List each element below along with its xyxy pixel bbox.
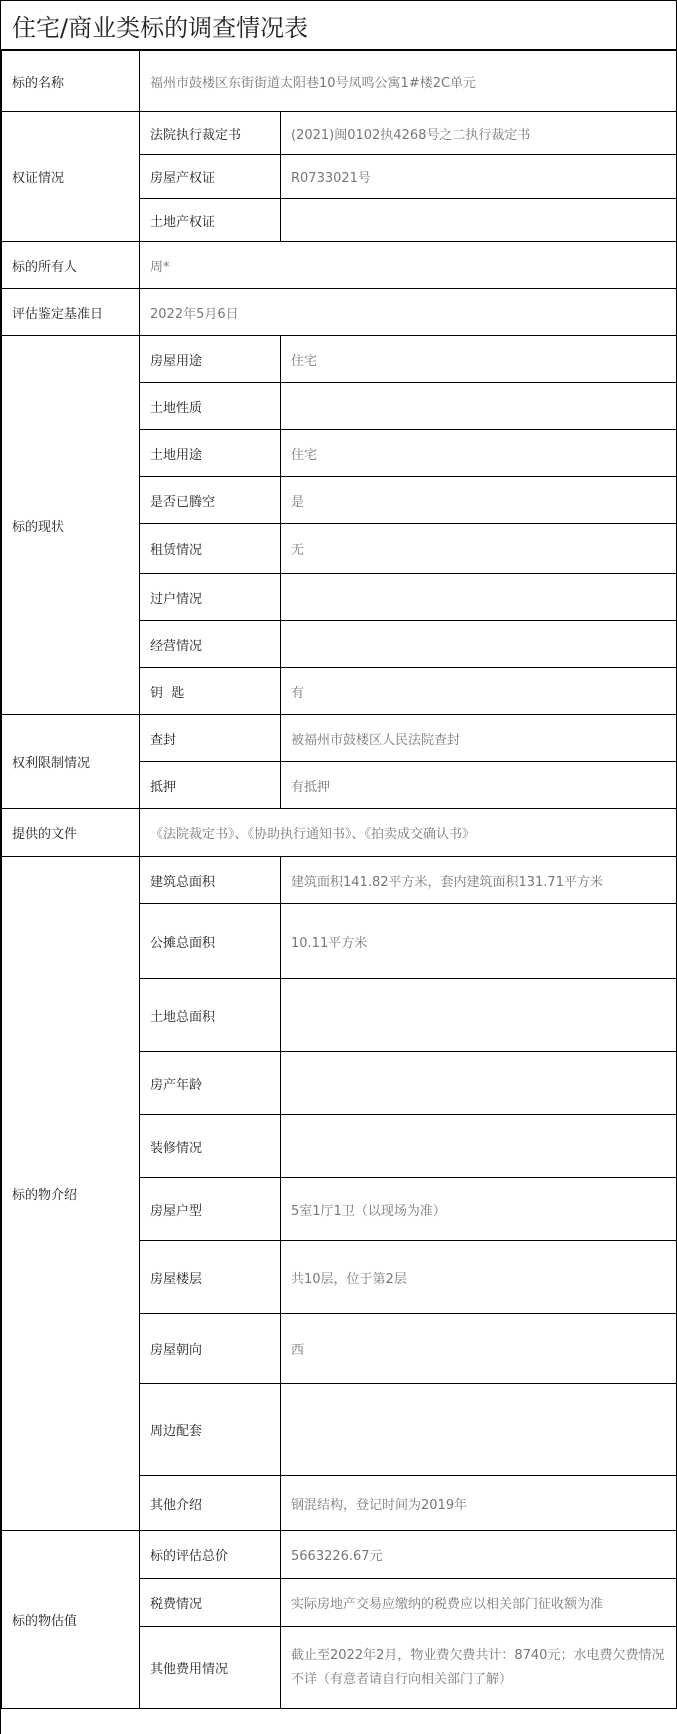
- sub-label: 土地总面积: [140, 979, 281, 1052]
- sub-label: 是否已腾空: [140, 477, 281, 524]
- page-title: 住宅/商业类标的调查情况表: [1, 1, 677, 50]
- row-value-name: 福州市鼓楼区东街街道太阳巷10号凤鸣公寓1#楼2C单元: [140, 51, 677, 112]
- sub-label: 查封: [140, 715, 281, 762]
- sub-label: 周边配套: [140, 1384, 281, 1476]
- sub-value: [281, 1384, 677, 1476]
- sub-value: R0733021号: [281, 155, 677, 199]
- row-label-eval-date: 评估鉴定基准日: [2, 289, 140, 336]
- sub-value: 10.11平方米: [281, 904, 677, 979]
- sub-label: 房屋用途: [140, 336, 281, 383]
- sub-value: 有抵押: [281, 762, 677, 809]
- sub-label: 其他介绍: [140, 1476, 281, 1531]
- sub-label: 房屋朝向: [140, 1314, 281, 1384]
- survey-table: [1, 50, 677, 1709]
- row-label-status: 标的现状: [2, 336, 140, 715]
- sub-value: 截止至2022年2月，物业费欠费共计：8740元；水电费欠费情况不详（有意者请自行向相关部门了解）: [281, 1627, 677, 1709]
- row-label-intro: 标的物介绍: [2, 857, 140, 1531]
- table-row: [2, 715, 677, 762]
- sub-value: 有: [281, 668, 677, 715]
- sub-value: 是: [281, 477, 677, 524]
- sub-value: [281, 199, 677, 242]
- sub-label: 土地产权证: [140, 199, 281, 242]
- sub-value: [281, 1052, 677, 1115]
- sub-value: 钢混结构，登记时间为2019年: [281, 1476, 677, 1531]
- sub-value: [281, 1115, 677, 1178]
- table-row: [2, 289, 677, 336]
- sub-value: (2021)闽0102执4268号之二执行裁定书: [281, 112, 677, 155]
- sub-value: 建筑面积141.82平方米，套内建筑面积131.71平方米: [281, 857, 677, 904]
- sub-label: 房屋户型: [140, 1178, 281, 1241]
- table-row: [2, 242, 677, 289]
- row-label-restrict: 权利限制情况: [2, 715, 140, 809]
- sub-label: 建筑总面积: [140, 857, 281, 904]
- row-value-eval-date: 2022年5月6日: [140, 289, 677, 336]
- sub-value: 住宅: [281, 336, 677, 383]
- sub-label: 税费情况: [140, 1579, 281, 1627]
- sub-value: 被福州市鼓楼区人民法院查封: [281, 715, 677, 762]
- sub-label: 公摊总面积: [140, 904, 281, 979]
- table-row: [2, 857, 677, 904]
- row-label-docs: 提供的文件: [2, 809, 140, 857]
- row-label-owner: 标的所有人: [2, 242, 140, 289]
- table-row: [2, 336, 677, 383]
- sub-value: [281, 979, 677, 1052]
- table-row: [2, 809, 677, 857]
- sub-label: 租赁情况: [140, 524, 281, 574]
- sub-label: 房屋楼层: [140, 1241, 281, 1314]
- sub-label: 土地用途: [140, 430, 281, 477]
- sub-value: 西: [281, 1314, 677, 1384]
- row-label-name: 标的名称: [2, 51, 140, 112]
- sub-value: 共10层，位于第2层: [281, 1241, 677, 1314]
- sub-label: 钥 匙: [140, 668, 281, 715]
- sub-value: 5室1厅1卫（以现场为准）: [281, 1178, 677, 1241]
- sub-label: 土地性质: [140, 383, 281, 430]
- sub-label: 其他费用情况: [140, 1627, 281, 1709]
- sub-label: 过户情况: [140, 574, 281, 621]
- sub-label: 装修情况: [140, 1115, 281, 1178]
- sub-value: 实际房地产交易应缴纳的税费应以相关部门征收额为准: [281, 1579, 677, 1627]
- sub-label: 标的评估总价: [140, 1531, 281, 1579]
- table-row: [2, 112, 677, 155]
- table-row: [2, 1531, 677, 1579]
- sub-value: [281, 574, 677, 621]
- sub-value: 5663226.67元: [281, 1531, 677, 1579]
- sub-value: 无: [281, 524, 677, 574]
- sub-value: [281, 383, 677, 430]
- sub-label: 法院执行裁定书: [140, 112, 281, 155]
- sub-value: [281, 621, 677, 668]
- sub-label: 房产年龄: [140, 1052, 281, 1115]
- row-value-owner: 周*: [140, 242, 677, 289]
- sub-label: 经营情况: [140, 621, 281, 668]
- row-label-rights: 权证情况: [2, 112, 140, 242]
- table-row: [2, 51, 677, 112]
- row-value-docs: 《法院裁定书》、《协助执行通知书》、《拍卖成交确认书》: [140, 809, 677, 857]
- row-label-valuation: 标的物估值: [2, 1531, 140, 1709]
- sub-value: 住宅: [281, 430, 677, 477]
- sub-label: 抵押: [140, 762, 281, 809]
- sub-label: 房屋产权证: [140, 155, 281, 199]
